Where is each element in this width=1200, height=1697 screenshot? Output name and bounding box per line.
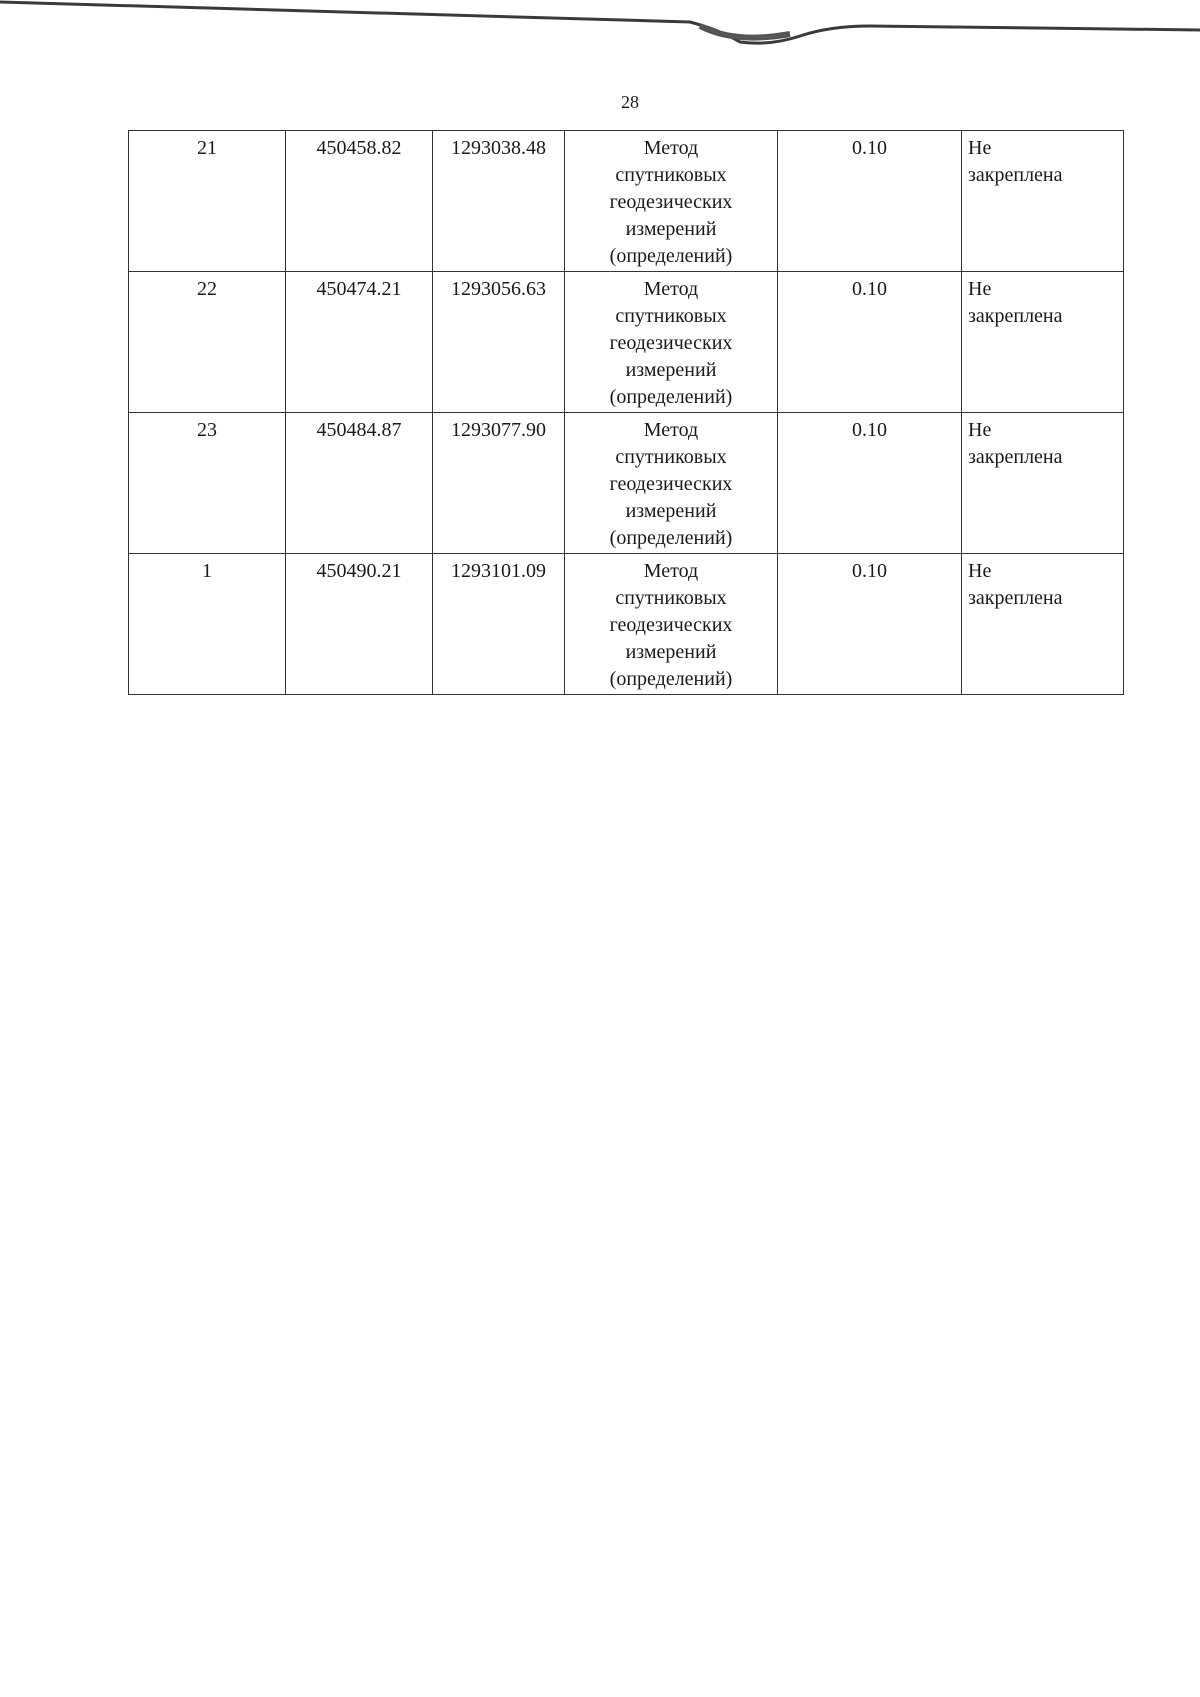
point-number: 22 bbox=[129, 272, 286, 413]
method-line: спутниковых bbox=[615, 446, 727, 468]
method-line: (определений) bbox=[609, 245, 733, 267]
method-line: (определений) bbox=[609, 386, 733, 408]
fixation-line: Не bbox=[968, 278, 992, 300]
coordinate-x: 450458.82 bbox=[286, 131, 433, 272]
method-line: Метод bbox=[643, 560, 699, 582]
coordinate-y: 1293038.48 bbox=[433, 131, 565, 272]
table-row bbox=[129, 413, 1124, 554]
coordinate-y: 1293101.09 bbox=[433, 554, 565, 695]
method-line: измерений bbox=[625, 500, 717, 522]
fixation-line: закреплена bbox=[968, 446, 1063, 468]
table-row bbox=[129, 272, 1124, 413]
scan-edge-artifact bbox=[0, 0, 1200, 60]
method-line: измерений bbox=[625, 641, 717, 663]
fixation-line: Не bbox=[968, 560, 992, 582]
point-number: 23 bbox=[129, 413, 286, 554]
accuracy: 0.10 bbox=[778, 554, 962, 695]
method-line: Метод bbox=[643, 419, 699, 441]
method-line: геодезических bbox=[609, 473, 733, 495]
fixation-line: закреплена bbox=[968, 164, 1063, 186]
method-line: измерений bbox=[625, 359, 717, 381]
fixation-description bbox=[962, 272, 1124, 413]
method-line: Метод bbox=[643, 278, 699, 300]
determination-method bbox=[565, 413, 778, 554]
method-line: спутниковых bbox=[615, 305, 727, 327]
method-line: спутниковых bbox=[615, 164, 727, 186]
method-line: геодезических bbox=[609, 332, 733, 354]
coordinate-y: 1293077.90 bbox=[433, 413, 565, 554]
page-number: 28 bbox=[621, 92, 639, 112]
point-number: 21 bbox=[129, 131, 286, 272]
accuracy: 0.10 bbox=[778, 131, 962, 272]
coordinate-x: 450474.21 bbox=[286, 272, 433, 413]
method-line: геодезических bbox=[609, 614, 733, 636]
fixation-description bbox=[962, 131, 1124, 272]
coordinate-x: 450484.87 bbox=[286, 413, 433, 554]
fixation-description bbox=[962, 554, 1124, 695]
accuracy: 0.10 bbox=[778, 413, 962, 554]
determination-method bbox=[565, 272, 778, 413]
table-row bbox=[129, 554, 1124, 695]
fixation-line: Не bbox=[968, 137, 992, 159]
method-line: (определений) bbox=[609, 668, 733, 690]
fixation-line: закреплена bbox=[968, 587, 1063, 609]
method-line: (определений) bbox=[609, 527, 733, 549]
table-row bbox=[129, 131, 1124, 272]
fixation-line: Не bbox=[968, 419, 992, 441]
method-line: спутниковых bbox=[615, 587, 727, 609]
method-line: измерений bbox=[625, 218, 717, 240]
determination-method bbox=[565, 131, 778, 272]
fixation-line: закреплена bbox=[968, 305, 1063, 327]
method-line: Метод bbox=[643, 137, 699, 159]
method-line: геодезических bbox=[609, 191, 733, 213]
determination-method bbox=[565, 554, 778, 695]
coordinates-table bbox=[128, 130, 1124, 695]
point-number: 1 bbox=[129, 554, 286, 695]
fixation-description bbox=[962, 413, 1124, 554]
coordinate-y: 1293056.63 bbox=[433, 272, 565, 413]
coordinate-x: 450490.21 bbox=[286, 554, 433, 695]
accuracy: 0.10 bbox=[778, 272, 962, 413]
